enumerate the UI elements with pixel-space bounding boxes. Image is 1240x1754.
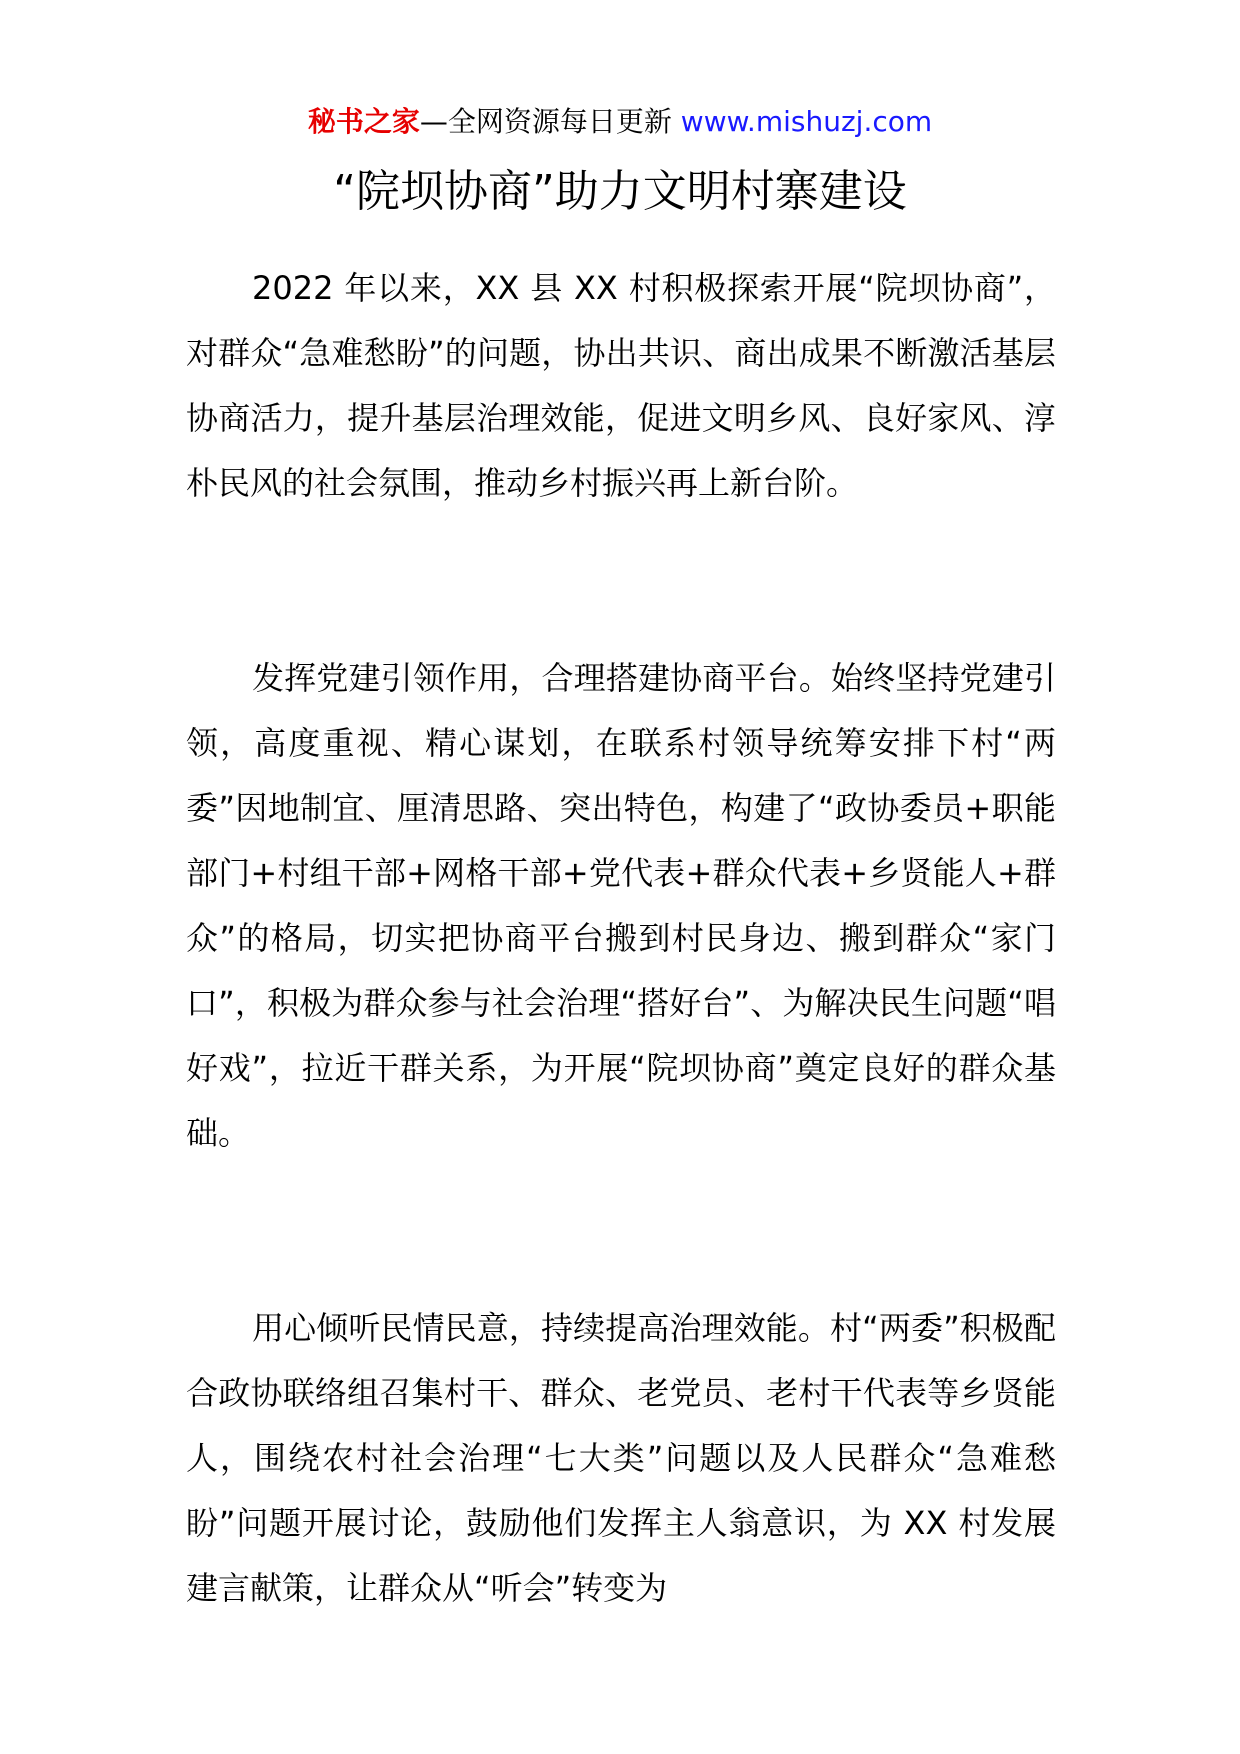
site-tagline: —全网资源每日更新: [419, 105, 672, 138]
paragraph-party-leadership: 发挥党建引领作用，合理搭建协商平台。始终坚持党建引领，高度重视、精心谋划，在联系村领导统筹安排下村“两委”因地制宜、厘清思路、突出特色，构建了“政协委员+职能部门+村组干部+网格干部+党代表+群众代表+乡贤能人+群众”的格局，切实把协商平台搬到村民身边、搬到群众“家门口”，积极为群众参与社会治理“搭好台”、为解决民生问题“唱好戏”，拉近干群关系，为开展“院坝协商”奠定良好的群众基础。: [186, 659, 1056, 1152]
site-url-link[interactable]: www.mishuzj.com: [680, 105, 933, 138]
document-body: [186, 256, 1056, 1621]
site-brand: 秘书之家: [307, 105, 420, 138]
document-title: “院坝协商”助力文明村寨建设: [333, 166, 907, 217]
paragraph-intro: 2022 年以来，XX 县 XX 村积极探索开展“院坝协商”，对群众“急难愁盼”的问题，协出共识、商出成果不断激活基层协商活力，提升基层治理效能，促进文明乡风、良好家风、淳朴民风的社会氛围，推动乡村振兴再上新台阶。: [186, 269, 1056, 502]
site-header: [0, 102, 1240, 142]
paragraph-listen-public: 用心倾听民情民意，持续提高治理效能。村“两委”积极配合政协联络组召集村干、群众、老党员、老村干代表等乡贤能人，围绕农村社会治理“七大类”问题以及人民群众“急难愁盼”问题开展讨论，鼓励他们发挥主人翁意识，为 XX 村发展建言献策，让群众从“听会”转变为: [186, 1309, 1056, 1607]
